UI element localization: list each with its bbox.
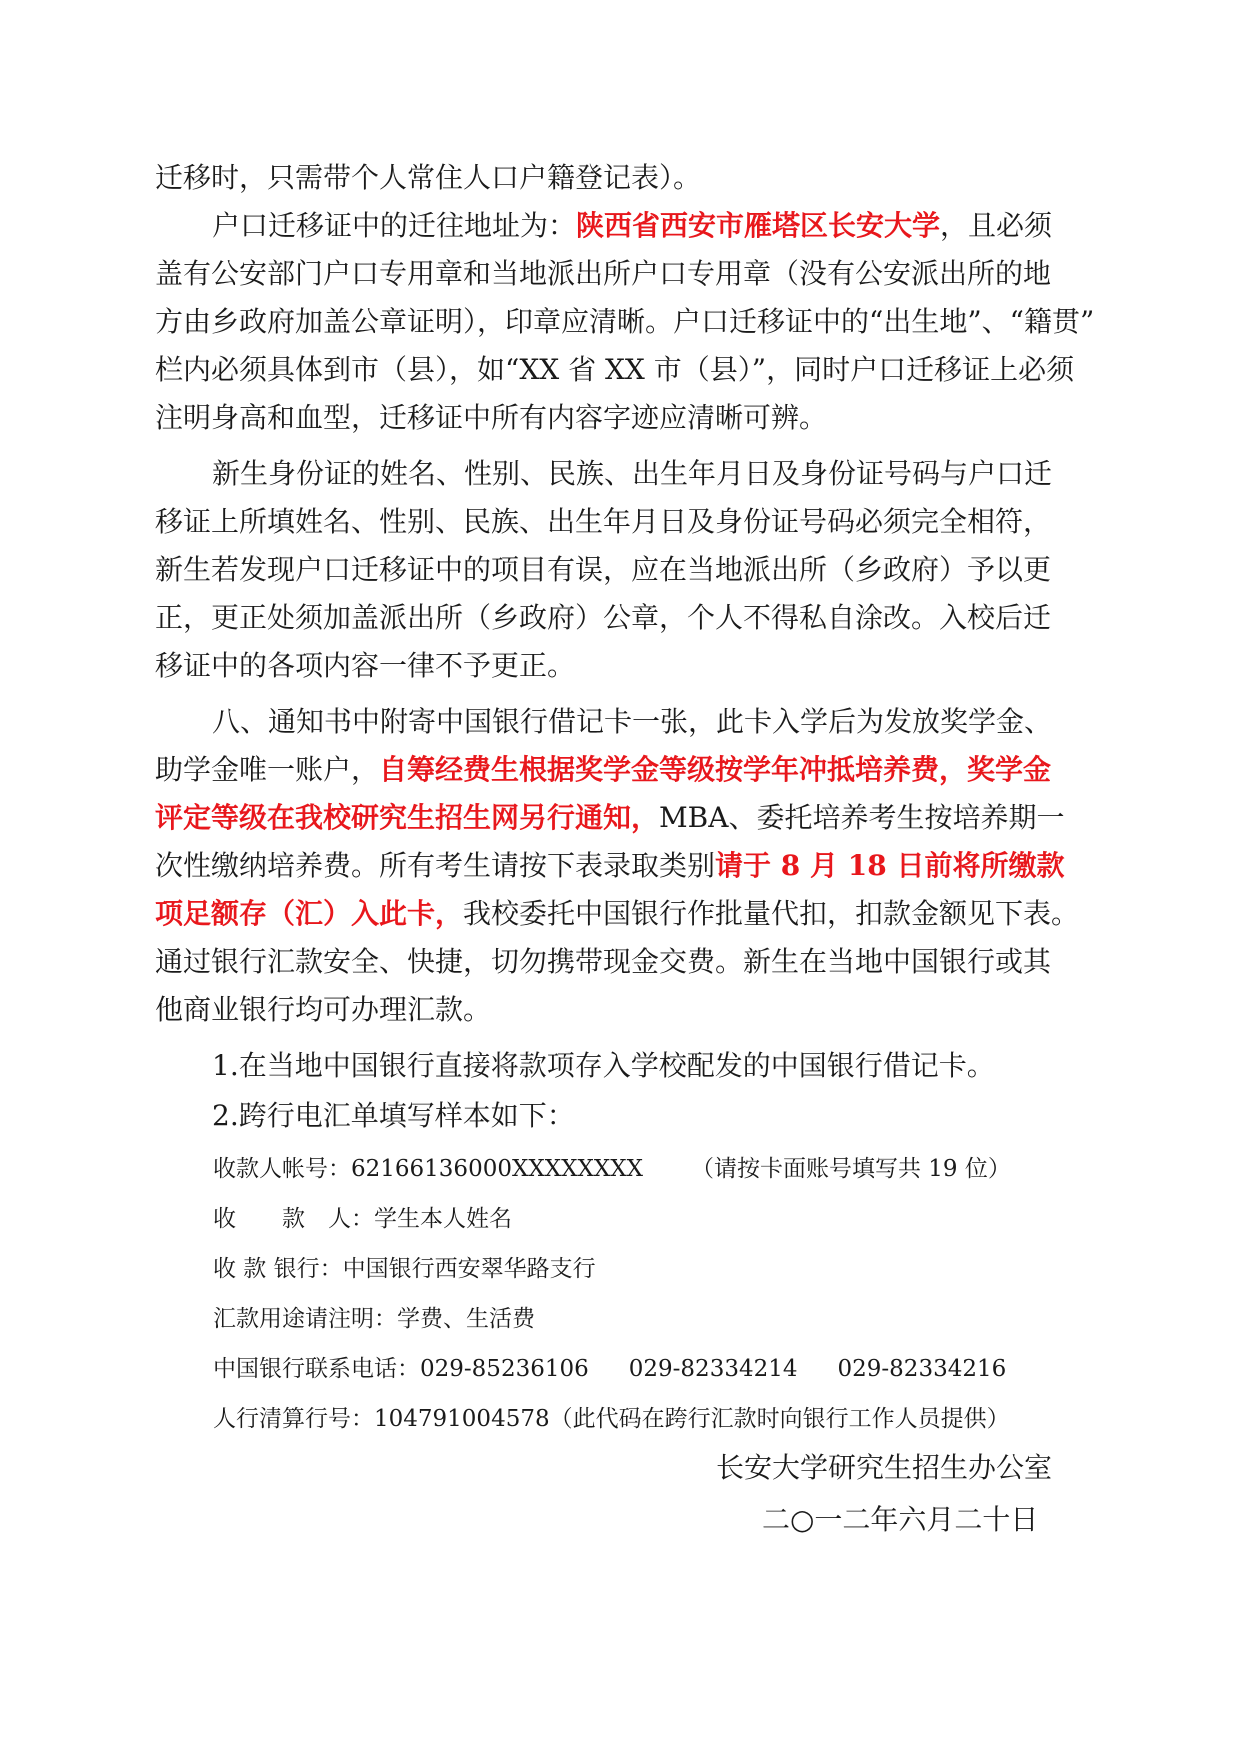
paragraph-line <box>155 254 1095 294</box>
step-item <box>212 1046 1152 1086</box>
text: 1.在当地中国银行直接将款项存入学校配发的中国银行借记卡。 <box>212 1049 995 1082</box>
remittance-bank <box>213 1253 596 1285</box>
paragraph-line <box>155 550 1095 590</box>
paragraph-line <box>212 454 1152 494</box>
highlight-text: 项足额存（汇）入此卡， <box>155 897 464 930</box>
text: 八、通知书中附寄中国银行借记卡一张，此卡入学后为发放奖学金、 <box>212 705 1053 738</box>
paragraph-line <box>155 158 1095 198</box>
paragraph-line <box>155 646 1095 686</box>
remittance-account <box>213 1153 1011 1185</box>
paragraph-line <box>155 750 1095 790</box>
step-item <box>212 1096 1152 1136</box>
highlight-address: 陕西省西安市雁塔区长安大学 <box>576 209 941 242</box>
text: 注明身高和血型，迁移证中所有内容字迹应清晰可辨。 <box>155 401 828 434</box>
text: 正，更正处须加盖派出所（乡政府）公章，个人不得私自涂改。入校后迁 <box>155 601 1052 634</box>
account-number: 收款人帐号：62166136000XXXXXXXX <box>213 1156 643 1182</box>
remittance-payee <box>213 1203 512 1235</box>
paragraph-line <box>155 798 1095 838</box>
account-note: （请按卡面账号填写共 19 位） <box>690 1156 1011 1182</box>
text: 新生若发现户口迁移证中的项目有误，应在当地派出所（乡政府）予以更 <box>155 553 1052 586</box>
text: 户口迁移证中的迁往地址为： <box>212 209 577 242</box>
remittance-clearing <box>213 1403 1010 1435</box>
text: 盖有公安部门户口专用章和当地派出所户口专用章（没有公安派出所的地 <box>155 257 1052 290</box>
paragraph-line <box>155 302 1095 342</box>
text: 移证上所填姓名、性别、民族、出生年月日及身份证号码必须完全相符， <box>155 505 1052 538</box>
paragraph-line <box>155 990 1095 1030</box>
text: 移证中的各项内容一律不予更正。 <box>155 649 576 682</box>
text: 人行清算行号：104791004578（此代码在跨行汇款时向银行工作人员提供） <box>213 1406 1010 1432</box>
text: 次性缴纳培养费。所有考生请按下表录取类别 <box>155 849 716 882</box>
remittance-purpose <box>213 1303 535 1335</box>
text: 迁移时，只需带个人常住人口户籍登记表）。 <box>155 161 702 194</box>
text: 我校委托中国银行作批量代扣，扣款金额见下表。 <box>463 897 1080 930</box>
text: 汇款用途请注明：学费、生活费 <box>213 1306 535 1332</box>
text: 他商业银行均可办理汇款。 <box>155 993 492 1026</box>
signature-date: 二○一二年六月二十日 <box>762 1503 1039 1536</box>
text: 通过银行汇款安全、快捷，切勿携带现金交费。新生在当地中国银行或其 <box>155 945 1052 978</box>
highlight-text: 自筹经费生根据奖学金等级按学年冲抵培养费，奖学金 <box>379 753 1052 786</box>
remittance-phones <box>213 1353 1006 1385</box>
text: 新生身份证的姓名、性别、民族、出生年月日及身份证号码与户口迁 <box>212 457 1053 490</box>
text: 2.跨行电汇单填写样本如下： <box>212 1099 575 1132</box>
paragraph-line <box>155 942 1095 982</box>
paragraph-line <box>155 846 1095 886</box>
phone-number: 029-82334214 <box>628 1356 798 1382</box>
paragraph-line <box>212 702 1152 742</box>
paragraph-line <box>155 398 1095 438</box>
text: 助学金唯一账户， <box>155 753 380 786</box>
text: 方由乡政府加盖公章证明），印章应清晰。户口迁移证中的“出生地”、“籍贯” <box>155 305 1095 338</box>
signature-office: 长安大学研究生招生办公室 <box>716 1451 1053 1484</box>
phone-number: 029-82334216 <box>837 1356 1007 1382</box>
paragraph-line <box>155 894 1095 934</box>
text: 收 款 银行：中国银行西安翠华路支行 <box>213 1256 596 1282</box>
paragraph-line <box>155 598 1095 638</box>
phone-label: 中国银行联系电话： <box>213 1356 420 1382</box>
paragraph-line <box>155 350 1095 390</box>
text: 收 款 人：学生本人姓名 <box>213 1206 512 1232</box>
phone-number: 029-85236106 <box>420 1356 589 1382</box>
text: MBA、委托培养考生按培养期一 <box>659 801 1065 834</box>
text: 栏内必须具体到市（县），如“XX 省 XX 市（县）”，同时户口迁移证上必须 <box>155 353 1075 386</box>
paragraph-line <box>212 206 1152 246</box>
highlight-text: 评定等级在我校研究生招生网另行通知， <box>155 801 660 834</box>
text: ，且必须 <box>940 209 1053 242</box>
paragraph-line <box>155 502 1095 542</box>
highlight-deadline: 请于 8 月 18 日前将所缴款 <box>715 849 1065 882</box>
